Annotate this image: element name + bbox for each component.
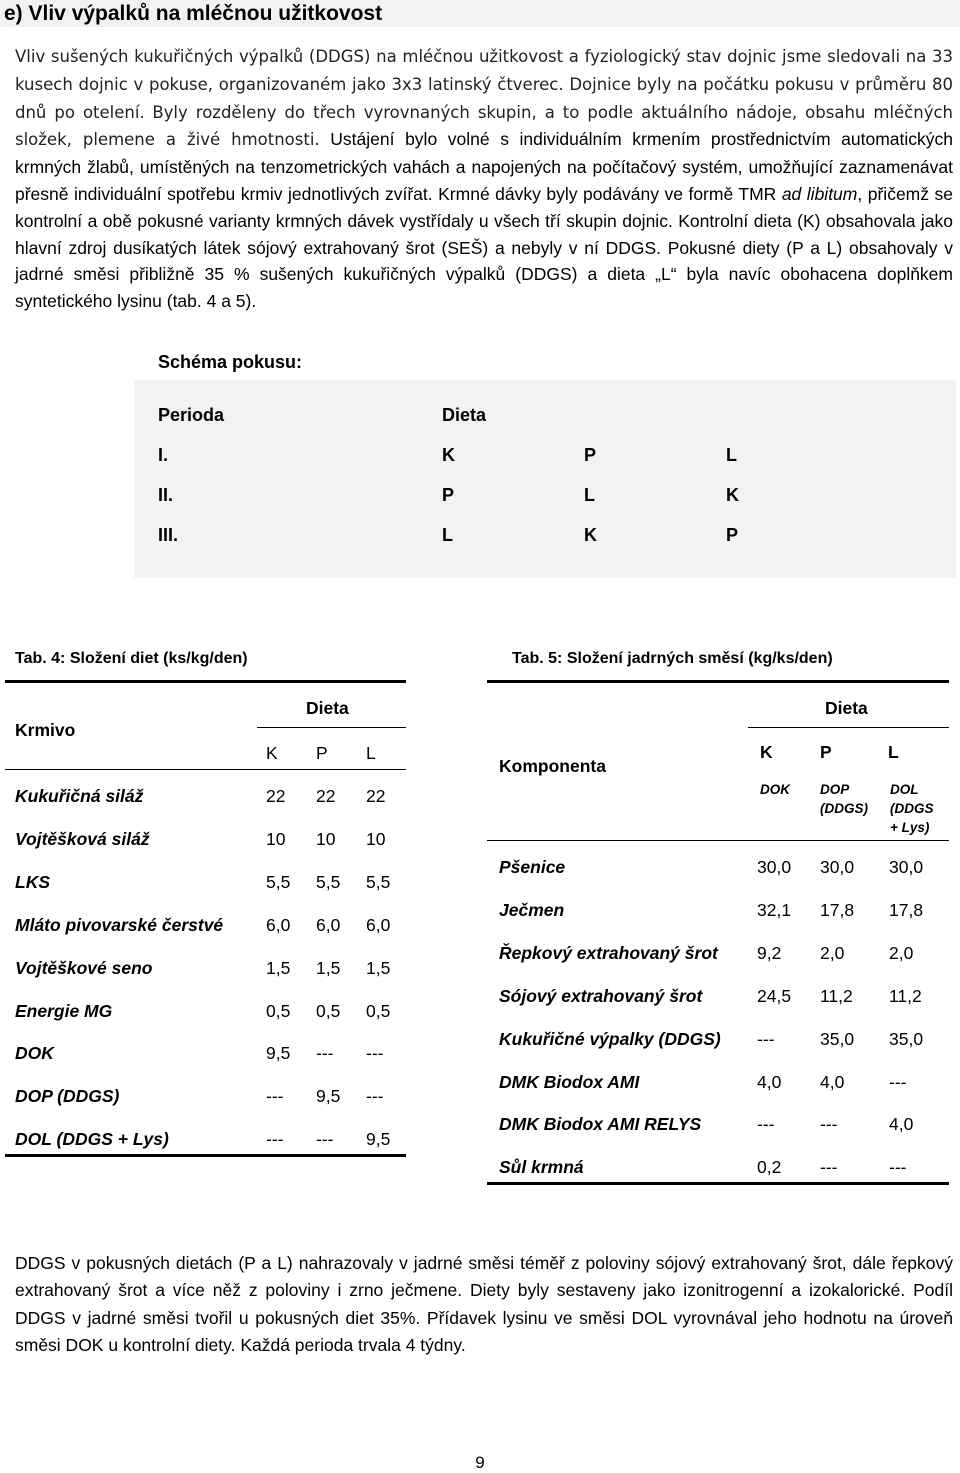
table-row-label: Kukuřičné výpalky (DDGS)	[499, 1029, 721, 1049]
tab5-diet-k: K	[760, 742, 773, 762]
tab5-col-component: Komponenta	[499, 756, 606, 776]
schema-col-period: Perioda	[158, 405, 225, 425]
table-cell: 17,8	[889, 900, 924, 920]
schema-diet: L	[442, 525, 453, 545]
table-cell: 4,0	[889, 1114, 914, 1134]
table-cell: ---	[757, 1114, 775, 1134]
schema-period: III.	[158, 525, 179, 545]
schema-diet: L	[584, 485, 595, 505]
schema-diet: P	[442, 485, 455, 505]
table-cell: ---	[757, 1029, 775, 1049]
table-cell: ---	[316, 1043, 334, 1063]
table-cell: 10	[316, 829, 336, 849]
table-cell: ---	[820, 1114, 838, 1134]
table-cell: 9,2	[757, 943, 782, 963]
tab4-diet-k: K	[266, 743, 278, 763]
table-row-label: Sójový extrahovaný šrot	[499, 986, 703, 1006]
table-row-label: DMK Biodox AMI RELYS	[499, 1114, 702, 1134]
page-number: 9	[475, 1453, 485, 1472]
table-cell: 1,5	[266, 958, 291, 978]
intro-sentence-2: Byly rozděleny do třech vyrovnaných skupin, a to podle aktuálního nádoje, obsahu mléčných složek, plemene a živé hmotnosti.	[15, 102, 953, 150]
intro-italic: ad libitum	[781, 183, 858, 204]
outro-paragraph: DDGS v pokusných dietách (P a L) nahrazovaly v jadrné směsi téměř z poloviny sójový extrahovaný šrot, dále řepkový extrahovaný šrot a více něž z poloviny i zrno ječmene. Diety byly sestaveny jako izonitrogenní a izokalorické. Podíl DDGS v jadrné směsi tvořil u pokusných diet 35%. Přídavek lysinu ve směsi DOL vyrovnával jeho hodnotu na úroveň směsi DOK u kontrolní diety. Každá perioda trvala 4 týdny.	[15, 1253, 953, 1356]
table-row-label: Řepkový extrahovaný šrot	[499, 943, 718, 963]
table-row-label: Kukuřičná siláž	[15, 786, 144, 806]
tab4-diet-l: L	[366, 743, 376, 763]
table-cell: 32,1	[757, 900, 792, 920]
table-cell: 35,0	[889, 1029, 924, 1049]
table-cell: 9,5	[366, 1129, 391, 1149]
schema-diet: P	[584, 445, 597, 465]
table-cell: 0,5	[366, 1001, 391, 1021]
tab5-mix-k: DOK	[760, 782, 790, 797]
table-row-label: Energie MG	[15, 1001, 113, 1021]
table-cell: 6,0	[266, 915, 291, 935]
table-cell: 2,0	[820, 943, 845, 963]
table-cell: 22	[366, 786, 386, 806]
table-cell: ---	[266, 1086, 284, 1106]
table-cell: 22	[266, 786, 286, 806]
tab4-col-feed: Krmivo	[15, 720, 76, 740]
table-cell: 6,0	[316, 915, 341, 935]
table-cell: 2,0	[889, 943, 914, 963]
tab5-diet-rule	[748, 727, 949, 728]
table-cell: 0,5	[266, 1001, 291, 1021]
table-cell: 9,5	[266, 1043, 291, 1063]
table-row-label: Sůl krmná	[499, 1157, 584, 1177]
table-cell: ---	[316, 1129, 334, 1149]
table-cell: 4,0	[820, 1072, 845, 1092]
intro-paragraph	[15, 43, 953, 315]
tab5-mix-l3: + Lys)	[890, 820, 930, 835]
table-cell: 11,2	[889, 986, 922, 1006]
tab5-mix-l2: (DDGS	[890, 801, 934, 816]
table-cell: 1,5	[316, 958, 341, 978]
section-heading: e) Vliv výpalků na mléčnou užitkovost	[0, 0, 960, 27]
tab5-mix-l1: DOL	[890, 782, 919, 797]
table-cell: 30,0	[757, 857, 792, 877]
tab4-diet-p: P	[316, 743, 328, 763]
tab5-header-rule	[487, 840, 949, 841]
table-cell: 22	[316, 786, 336, 806]
tab4-bottom-rule	[5, 1154, 406, 1157]
schema-period: I.	[158, 445, 169, 465]
intro-sentence-4: , přičemž se kontrolní a obě pokusné varianty krmných dávek vystřídaly u všech tří skupin dojnic. Kontrolní dieta (K) obsahovala jako hlavní zdroj dusíkatých látek sójový extrahovaný šrot (SEŠ) a nebyly v ní DDGS. Pokusné diety (P a L) obsahovaly v jadrné směsi přibližně 35 % sušených kukuřičných výpalků (DDGS) a dieta „L“ byla navíc obohacena doplňkem syntetického lysinu (tab. 4 a 5).	[15, 183, 954, 312]
schema-box	[134, 380, 956, 578]
table-cell: 1,5	[366, 958, 391, 978]
table-cell: ---	[266, 1129, 284, 1149]
table-row-label: Vojtěšková siláž	[15, 829, 150, 849]
schema-diet: K	[726, 485, 739, 505]
table-cell: 9,5	[316, 1086, 341, 1106]
table-cell: ---	[366, 1086, 384, 1106]
table-cell: 5,5	[266, 872, 291, 892]
table-cell: 5,5	[366, 872, 391, 892]
table-cell: 35,0	[820, 1029, 855, 1049]
table-cell: 0,5	[316, 1001, 341, 1021]
intro-sentence-1: Vliv sušených kukuřičných výpalků (DDGS) na mléčnou užitkovost a fyziologický stav dojnic jsme sledovali na 33 kusech dojnic v pokuse, organizovaném jako 3x3 latinský čtverec. Dojnice byly na počátku pokusu v průměru 80 dnů po otelení.	[15, 47, 953, 122]
tab5-caption: Tab. 5: Složení jadrných směsí (kg/ks/den)	[512, 650, 833, 667]
tab5-diet-p: P	[820, 742, 832, 762]
table-row-label: Mláto pivovarské čerstvé	[15, 915, 224, 935]
schema-col-diet: Dieta	[442, 405, 487, 425]
schema-diet: P	[726, 525, 739, 545]
table-cell: ---	[889, 1072, 907, 1092]
table-cell: 5,5	[316, 872, 341, 892]
table-cell: 10	[266, 829, 286, 849]
table-cell: ---	[889, 1157, 907, 1177]
tab5-bottom-rule	[487, 1182, 949, 1185]
table-cell: ---	[366, 1043, 384, 1063]
table-cell: 10	[366, 829, 386, 849]
table-cell: ---	[820, 1157, 838, 1177]
table-cell: 11,2	[820, 986, 853, 1006]
tab4-col-diet: Dieta	[306, 698, 349, 718]
tab4-diet-rule	[257, 727, 406, 728]
schema-diet: L	[726, 445, 737, 465]
tab5-diet-l: L	[888, 742, 899, 762]
table-cell: 6,0	[366, 915, 391, 935]
schema-period: II.	[158, 485, 174, 505]
table-cell: 30,0	[889, 857, 924, 877]
tab5-top-rule	[487, 680, 949, 683]
table-cell: 4,0	[757, 1072, 782, 1092]
schema-title: Schéma pokusu:	[158, 352, 303, 372]
intro-sentence-3: Ustájení bylo volné s individuálním krmením prostřednictvím automatických krmných žlabů, umístěných na tenzometrických vahách a napojených na počítačový systém, umožňující zaznamenávat přesně individuální spotřebu krmiv jednotlivých zvířat. Krmné dávky byly podávány ve formě TMR	[15, 129, 954, 204]
table-row-label: DMK Biodox AMI	[499, 1072, 640, 1092]
table-row-label: DOP (DDGS)	[15, 1086, 120, 1106]
table-cell: 24,5	[757, 986, 792, 1006]
table-cell: 17,8	[820, 900, 855, 920]
tab5-mix-p1: DOP	[820, 782, 850, 797]
tab4-header-rule	[5, 769, 406, 770]
table-cell: 30,0	[820, 857, 855, 877]
tab5-mix-p2: (DDGS)	[820, 801, 868, 816]
table-row-label: LKS	[15, 872, 50, 892]
table-row-label: DOK	[15, 1043, 54, 1063]
table-row-label: Ječmen	[499, 900, 565, 920]
schema-diet: K	[584, 525, 597, 545]
tab5-col-diet: Dieta	[825, 698, 868, 718]
table-row-label: Pšenice	[499, 857, 566, 877]
schema-diet: K	[442, 445, 455, 465]
table-row-label: DOL (DDGS + Lys)	[15, 1129, 169, 1149]
tab4-top-rule	[5, 680, 406, 683]
table-cell: 0,2	[757, 1157, 782, 1177]
table-row-label: Vojtěškové seno	[15, 958, 153, 978]
tab4-caption: Tab. 4: Složení diet (ks/kg/den)	[15, 650, 248, 667]
